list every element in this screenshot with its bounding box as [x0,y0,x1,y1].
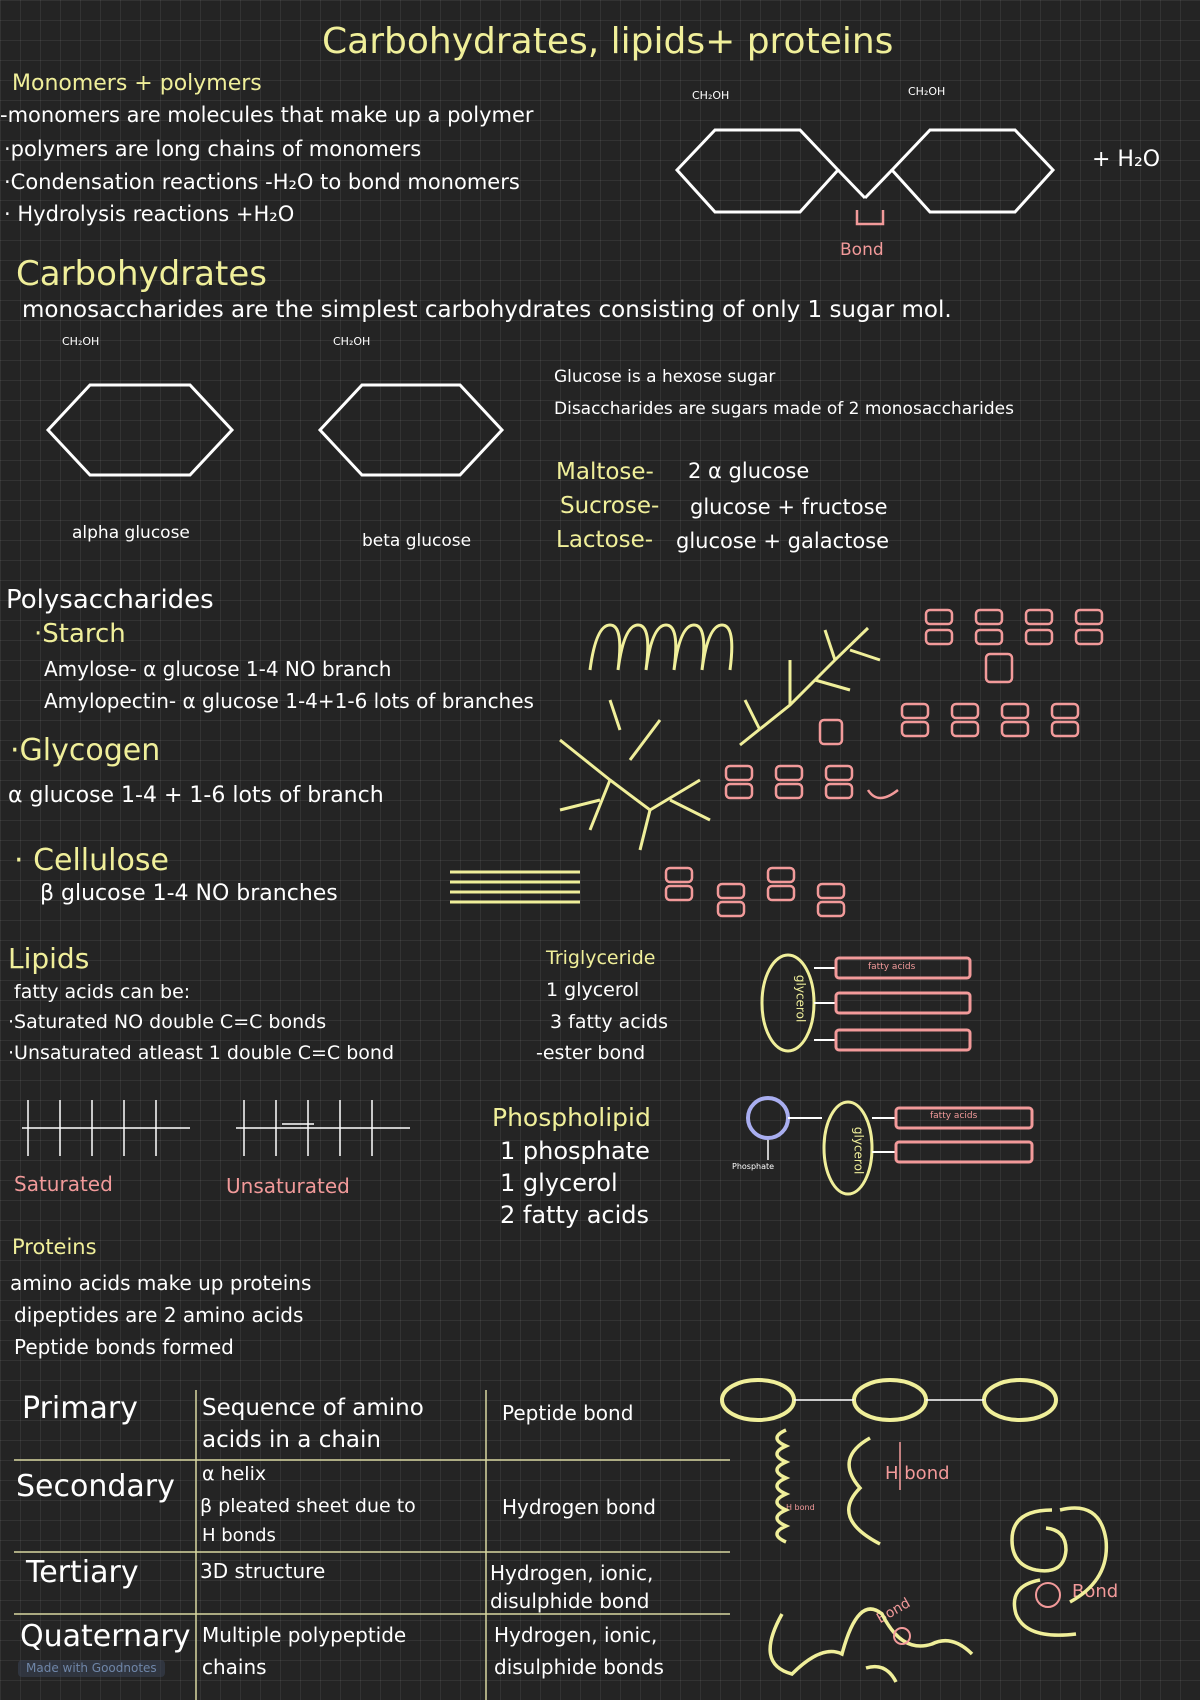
page-title: Carbohydrates, lipids+ proteins [322,21,894,62]
proteins-heading: Proteins [12,1235,97,1259]
table-structure: α helix [202,1463,267,1485]
proteins-line: amino acids make up proteins [10,1271,312,1295]
table-level: Tertiary [26,1555,139,1590]
cellulose-lines [450,872,580,902]
hbond-small-label: H bond [786,1503,815,1512]
disaccharide-name: Maltose- [556,459,654,485]
carbohydrates-heading: Carbohydrates [16,254,267,294]
disaccharide-composition: 2 α glucose [688,459,810,483]
unsaturated-chain [236,1100,410,1156]
plus-water-label: + H₂O [1092,147,1161,172]
starch-heading: ·Starch [34,619,126,649]
ch2oh-label: CH₂OH [692,89,730,102]
amylopectin-branches [740,628,880,745]
table-structure: 3D structure [200,1559,326,1583]
unsaturated-line: ·Unsaturated atleast 1 double C=C bond [8,1042,395,1064]
ch2oh-label: CH₂OH [908,85,946,98]
table-bond: disulphide bond [490,1589,650,1613]
proteins-line: Peptide bonds formed [14,1335,234,1359]
phospholipid-line: 1 glycerol [500,1169,618,1197]
tertiary-structure [1012,1508,1106,1635]
amylopectin-line: Amylopectin- α glucose 1-4+1-6 lots of branches [44,689,534,713]
amylose-coil [590,625,732,670]
glycogen-desc: α glucose 1-4 + 1-6 lots of branch [8,783,384,808]
alpha-glucose-diagram [48,385,232,475]
glycogen-branches [560,700,710,850]
bond-label: Bond [1072,1581,1119,1602]
quaternary-structure [770,1609,972,1682]
primary-structure [722,1380,1056,1420]
glycerol-label: glycerol [793,974,808,1023]
table-structure: chains [202,1655,267,1679]
beta-glucose-diagram [320,385,502,475]
table-bond: Peptide bond [502,1401,634,1425]
table-structure: acids in a chain [202,1427,381,1453]
monosaccharide-intro: monosaccharides are the simplest carbohydrates consisting of only 1 sugar mol. [22,297,952,323]
disaccharide-name: Lactose- [556,527,654,553]
protein-table-grid [14,1390,730,1700]
table-level: Quaternary [20,1619,191,1654]
table-bond: disulphide bonds [494,1655,664,1679]
alpha-glucose-label: alpha glucose [72,523,190,543]
hbond-label: H bond [885,1463,950,1484]
fatty-acids-label: fatty acids [868,962,916,972]
triglyceride-diagram [762,955,970,1051]
table-bond: Hydrogen, ionic, [494,1623,658,1647]
table-structure: Sequence of amino [202,1395,424,1421]
table-structure: Multiple polypeptide [202,1623,407,1647]
disaccharide-note: Disaccharides are sugars made of 2 monosaccharides [554,399,1014,419]
glycerol-label: glycerol [851,1126,866,1175]
table-bond: Hydrogen bond [502,1495,656,1519]
cellulose-heading: · Cellulose [14,843,169,878]
glycogen-units [726,720,898,798]
bond-bracket [857,210,883,224]
saturated-line: ·Saturated NO double C=C bonds [8,1011,327,1033]
polysaccharides-heading: Polysaccharides [6,585,214,615]
glucose-note: Glucose is a hexose sugar [554,367,776,387]
amylose-line: Amylose- α glucose 1-4 NO branch [44,657,392,681]
saturated-chain [22,1100,190,1156]
ch2oh-label: CH₂OH [333,335,371,348]
table-level: Secondary [16,1469,175,1504]
bond-label: Bond [840,240,884,260]
triglyceride-line: -ester bond [536,1042,646,1064]
table-structure: β pleated sheet due to [200,1495,416,1517]
monomers-line: -monomers are molecules that make up a polymer [0,103,534,127]
amylopectin-units [902,610,1102,736]
watermark: Made with Goodnotes [18,1660,165,1677]
monomers-line: ·polymers are long chains of monomers [4,137,422,161]
triglyceride-heading: Triglyceride [546,947,656,969]
table-bond: Hydrogen, ionic, [490,1561,654,1585]
triglyceride-line: 1 glycerol [546,979,640,1001]
table-structure: H bonds [202,1525,276,1546]
cellulose-desc: β glucose 1-4 NO branches [40,881,338,906]
triglyceride-line: 3 fatty acids [550,1011,668,1033]
phospholipid-line: 2 fatty acids [500,1201,650,1229]
phospholipid-diagram [748,1098,1032,1194]
beta-glucose-label: beta glucose [362,531,472,551]
fatty-acids-line: fatty acids can be: [14,981,191,1003]
phospholipid-line: 1 phosphate [500,1137,650,1165]
saturated-label: Saturated [14,1172,113,1196]
monomers-line: ·Condensation reactions -H₂O to bond monomers [4,170,520,194]
bond-label: Bond [874,1595,914,1628]
ch2oh-label: CH₂OH [62,335,100,348]
phospholipid-heading: Phospholipid [492,1103,651,1132]
unsaturated-label: Unsaturated [226,1174,350,1198]
cellulose-units [666,868,844,916]
table-level: Primary [22,1391,138,1426]
secondary-structure [777,1430,900,1544]
proteins-line: dipeptides are 2 amino acids [14,1303,304,1327]
disaccharide-composition: glucose + galactose [676,529,890,553]
phosphate-label: Phosphate [732,1162,775,1171]
monomers-heading: Monomers + polymers [12,71,262,96]
lipids-heading: Lipids [8,942,90,975]
monomers-line: · Hydrolysis reactions +H₂O [4,202,295,226]
disaccharide-name: Sucrose- [560,493,660,519]
fatty-acids-label: fatty acids [930,1111,978,1121]
disaccharide-composition: glucose + fructose [690,495,888,519]
glycogen-heading: ·Glycogen [10,733,161,768]
disaccharide-diagram [677,130,1053,212]
